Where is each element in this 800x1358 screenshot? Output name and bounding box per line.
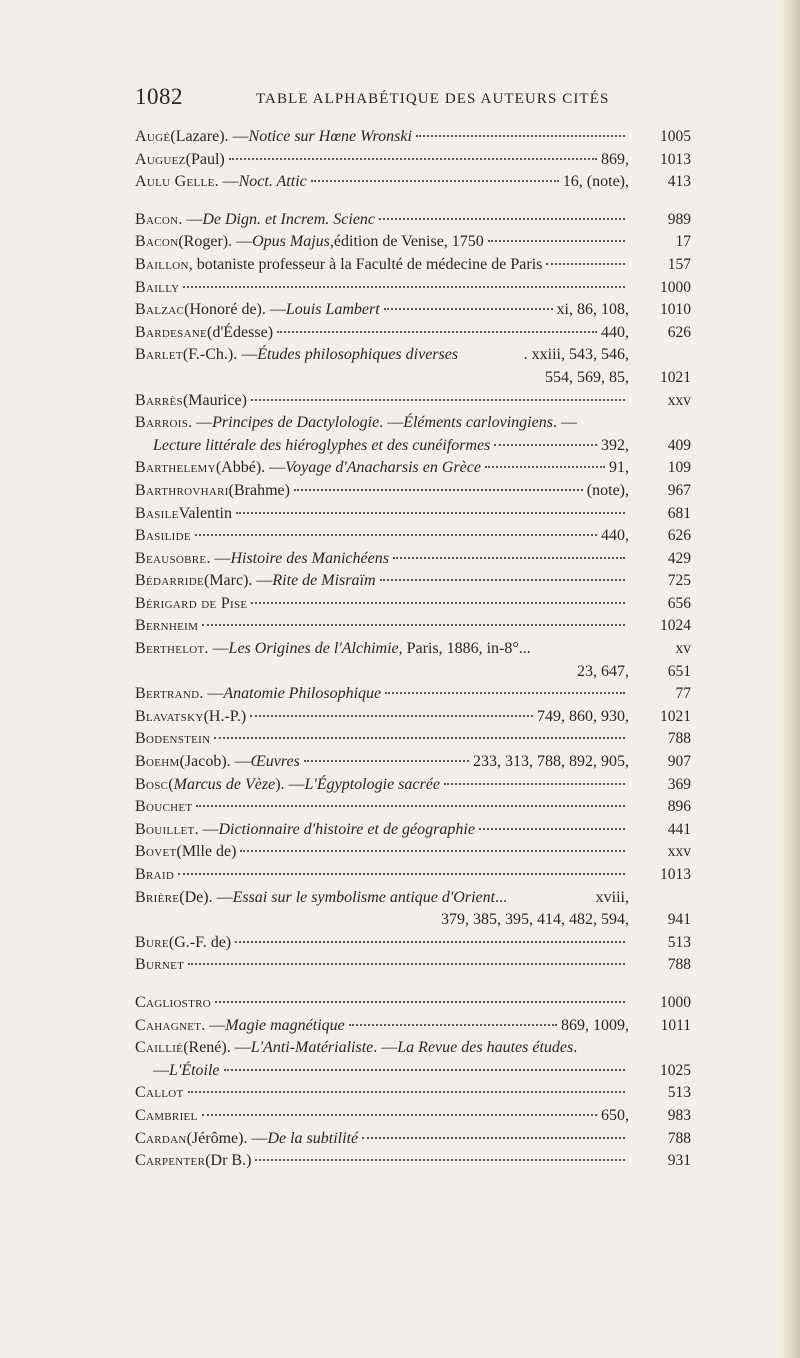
work-title: Éléments carlovingiens — [403, 414, 553, 432]
index-entry — [135, 708, 691, 731]
letter-section-gap — [135, 979, 691, 994]
dot-leader — [294, 489, 583, 491]
entry-text — [135, 956, 629, 974]
entry-refs: xi, 86, 108, — [556, 301, 629, 319]
entry-text — [135, 482, 587, 500]
dot-leader — [277, 331, 597, 333]
work-title: L'Anti-Matérialiste — [250, 1039, 374, 1057]
entry-page: 1013 — [660, 866, 691, 883]
author-name: Barthrovhari — [135, 481, 229, 499]
entry-refs: 91, — [609, 459, 629, 477]
entry-refs: 869, — [601, 150, 629, 168]
entry-page: 1000 — [660, 993, 691, 1011]
author-name: Bardesane — [135, 323, 208, 341]
entry-text — [135, 256, 629, 274]
work-title: La Revue des hautes études — [397, 1039, 574, 1057]
entry-detail: (Brahme) — [228, 481, 290, 499]
work-title: Magie magnétique — [225, 1016, 345, 1034]
index-entry — [135, 324, 691, 347]
entry-text — [135, 1107, 601, 1125]
work-title: Rite de Misraïm — [272, 572, 376, 590]
author-name: Basile — [135, 504, 179, 522]
dot-leader — [178, 873, 625, 875]
index-entry — [135, 595, 691, 618]
entry-text — [135, 708, 537, 726]
entry-text — [153, 437, 601, 455]
entry-detail: ). — — [275, 775, 305, 793]
entry-detail: . — [573, 1039, 578, 1057]
entry-page: 788 — [667, 956, 691, 974]
work-title: Opus Majus, — [252, 233, 334, 251]
index-entry — [135, 617, 691, 640]
entry-refs: . xxiii, 543, 546, — [523, 346, 629, 364]
index-entry — [135, 866, 691, 889]
dot-leader — [362, 1137, 625, 1139]
entry-text — [135, 798, 629, 816]
entry-page: 931 — [667, 1152, 691, 1170]
index-entry — [135, 346, 691, 369]
work-title: Lecture littérale des hiéroglyphes et des cunéiformes — [153, 436, 491, 454]
author-name: Augé — [135, 128, 171, 145]
author-name: Bérigard de Pise — [135, 594, 248, 612]
dot-leader — [384, 308, 553, 310]
entry-text — [135, 392, 629, 410]
author-name: Boehm — [135, 753, 180, 771]
entry-text — [135, 730, 629, 748]
entry-text — [135, 1084, 629, 1102]
entry-page: 725 — [667, 572, 691, 590]
entry-detail: . — — [204, 640, 229, 658]
entry-detail: (Roger). — — [178, 233, 253, 251]
entry-detail: (Marc). — — [203, 572, 273, 590]
dot-leader — [311, 180, 559, 182]
dot-leader — [380, 579, 626, 581]
index-entry — [135, 173, 691, 196]
entry-page: 788 — [667, 730, 691, 748]
entry-text — [135, 1130, 629, 1148]
entry-detail: Valentin — [178, 504, 232, 522]
dot-leader — [444, 783, 625, 785]
dot-leader — [385, 692, 625, 694]
author-name: Cahagnet — [135, 1016, 202, 1034]
entry-page: 109 — [667, 459, 691, 477]
dot-leader — [183, 286, 625, 288]
entry-detail: , botaniste professeur à la Faculté de médecine de Paris — [188, 255, 543, 273]
entry-page: 983 — [667, 1106, 691, 1124]
entry-page: 441 — [667, 820, 691, 838]
entry-page: 1005 — [660, 128, 691, 145]
work-title: Notice sur Hœne Wronski — [248, 128, 412, 145]
entry-page: 157 — [667, 255, 691, 273]
entry-page: 409 — [667, 436, 691, 454]
dot-leader — [251, 602, 625, 604]
entry-detail: (Paul) — [185, 150, 225, 168]
index-entry — [135, 934, 691, 957]
dot-leader — [250, 715, 533, 717]
entry-text — [135, 279, 629, 297]
entry-page: 626 — [667, 323, 691, 341]
author-name: Callot — [135, 1084, 184, 1102]
dot-leader — [188, 963, 625, 965]
entry-detail: (F.-Ch.). — — [182, 346, 258, 364]
dot-leader — [488, 240, 625, 242]
entry-refs: 16, (note), — [562, 173, 629, 191]
running-title: TABLE ALPHABÉTIQUE DES AUTEURS CITÉS — [256, 91, 610, 107]
entry-refs: (note), — [586, 481, 629, 499]
entry-page: 429 — [667, 549, 691, 567]
work-title: Louis Lambert — [285, 301, 380, 319]
index-entry — [135, 437, 691, 460]
dot-leader — [214, 737, 625, 739]
author-name: Cardan — [135, 1129, 187, 1147]
entry-page: xxv — [667, 843, 691, 861]
entry-page: 513 — [667, 1084, 691, 1102]
index-entry — [135, 128, 691, 151]
entry-page: 369 — [667, 775, 691, 793]
entry-text — [135, 595, 629, 613]
index-entry — [135, 550, 691, 573]
work-title: L'Étoile — [169, 1061, 220, 1079]
dot-leader — [215, 1001, 625, 1003]
index-entry — [135, 1107, 691, 1130]
work-title: Noct. Attic — [238, 173, 307, 191]
entry-detail: (d'Édesse) — [207, 323, 274, 341]
entry-detail: (Honoré de). — — [184, 301, 286, 319]
dot-leader — [235, 941, 625, 943]
entry-text — [135, 934, 629, 952]
entry-detail: (De). — — [179, 888, 233, 906]
entry-detail: , Paris, 1886, in-8°... — [398, 640, 531, 658]
entry-detail: (René). — — [183, 1039, 251, 1057]
entry-text — [135, 1039, 629, 1057]
entry-text — [135, 527, 601, 545]
entry-text — [135, 459, 609, 477]
entry-page: xv — [675, 640, 691, 658]
index-entry — [135, 392, 691, 415]
entry-detail: édition de Venise, 1750 — [333, 233, 484, 251]
author-name: Braid — [135, 866, 175, 883]
dot-leader — [188, 1091, 625, 1093]
author-name: Bodenstein — [135, 730, 211, 748]
index-entry — [135, 1039, 691, 1062]
author-name: Bertrand — [135, 685, 200, 703]
dot-leader — [349, 1024, 557, 1026]
dot-leader — [255, 1159, 625, 1161]
author-name: Brière — [135, 888, 180, 906]
index-entry — [135, 1062, 691, 1085]
entry-page: 896 — [667, 798, 691, 816]
entry-text — [135, 505, 629, 523]
entry-refs: xviii, — [595, 888, 629, 906]
author-name: Caillié — [135, 1039, 184, 1057]
entry-text — [135, 173, 563, 191]
entry-text — [135, 233, 629, 251]
entry-text — [135, 821, 629, 839]
entry-text — [135, 151, 601, 169]
index-entry — [135, 256, 691, 279]
entry-text — [135, 572, 629, 590]
index-entry — [135, 798, 691, 821]
entry-refs: 749, 860, 930, — [537, 707, 629, 725]
entry-text — [153, 1062, 629, 1080]
index-entry — [135, 414, 691, 437]
index-entry — [135, 1152, 691, 1175]
entry-detail: (Jacob). — — [179, 753, 251, 771]
author-name: Carpenter — [135, 1152, 206, 1170]
index-entry — [135, 301, 691, 324]
index-entry — [135, 233, 691, 256]
dot-leader — [224, 1069, 625, 1071]
dot-leader — [202, 624, 625, 626]
letter-section-gap — [135, 196, 691, 211]
index-entry — [135, 279, 691, 302]
index-entry — [135, 776, 691, 799]
index-entry — [135, 505, 691, 528]
dot-leader — [229, 158, 597, 160]
entry-text — [135, 685, 629, 703]
dot-leader — [251, 399, 625, 401]
entry-detail: — — [153, 1061, 169, 1079]
work-title: Principes de Dactylologie — [212, 414, 380, 432]
dot-leader — [479, 828, 625, 830]
index-entry — [135, 640, 691, 663]
author-name: Berthelot — [135, 640, 205, 658]
entry-page: 1025 — [660, 1061, 691, 1079]
author-name: Bosc — [135, 775, 169, 793]
author-name: Burnet — [135, 956, 185, 974]
page-edge-shadow — [778, 0, 800, 1358]
entry-continuation — [135, 369, 691, 392]
entry-page: 1011 — [660, 1016, 691, 1034]
dot-leader — [196, 805, 625, 807]
index-entry — [135, 730, 691, 753]
index-entry — [135, 753, 691, 776]
entry-page: 626 — [667, 527, 691, 545]
entry-page: xxv — [667, 391, 691, 409]
entry-detail: (G.-F. de) — [168, 933, 232, 951]
entry-page: 681 — [667, 504, 691, 522]
entry-page: 788 — [667, 1129, 691, 1147]
index-entry — [135, 1017, 691, 1040]
entry-page: 1010 — [660, 301, 691, 319]
entry-text — [135, 617, 629, 635]
entry-text — [135, 301, 557, 319]
entry-detail: (Abbé). — — [215, 459, 286, 477]
work-title: Marcus de Vèze — [173, 775, 276, 793]
author-name: Blavatsky — [135, 707, 204, 725]
entry-text — [135, 753, 473, 771]
author-name: Barthelemy — [135, 459, 216, 477]
entry-refs: 869, 1009, — [561, 1016, 629, 1034]
dot-leader — [416, 135, 625, 137]
entry-page: 651 — [667, 662, 691, 680]
entry-page: 989 — [667, 210, 691, 228]
index-entry — [135, 843, 691, 866]
entry-page: 77 — [675, 685, 691, 703]
work-title: Anatomie Philosophique — [223, 685, 382, 703]
entry-text — [135, 866, 629, 884]
dot-leader — [494, 444, 597, 446]
index-entry — [135, 151, 691, 174]
entry-page: 17 — [675, 233, 691, 251]
entry-detail: (Mlle de) — [176, 843, 237, 861]
work-title: Dictionnaire d'histoire et de géographie — [218, 820, 475, 838]
entry-page: 1021 — [660, 707, 691, 725]
dot-leader — [202, 1114, 597, 1116]
entry-refs: 440, — [601, 323, 629, 341]
entry-refs: 554, 569, 85, — [545, 368, 629, 386]
author-name: Bédarride — [135, 572, 204, 590]
entry-detail: (H.-P.) — [203, 707, 247, 725]
index-entry — [135, 821, 691, 844]
entry-detail: (Jérôme). — — [186, 1129, 268, 1147]
entry-detail: . — — [379, 414, 404, 432]
entry-refs: 440, — [601, 527, 629, 545]
entry-page: 656 — [667, 594, 691, 612]
entry-detail: . — — [214, 173, 239, 191]
entry-page: 1021 — [660, 368, 691, 386]
index-entry — [135, 527, 691, 550]
entry-text — [135, 414, 629, 432]
author-name: Bouchet — [135, 798, 193, 816]
index-entry — [135, 956, 691, 979]
entry-detail: . — — [373, 1039, 398, 1057]
dot-leader — [195, 534, 597, 536]
index-entry — [135, 1084, 691, 1107]
entry-page: 941 — [667, 911, 691, 929]
entry-continuation — [135, 911, 691, 934]
index-entry — [135, 1130, 691, 1153]
entry-detail: (Maurice) — [182, 391, 247, 409]
work-title: L'Égyptologie sacrée — [304, 775, 440, 793]
author-name: Bacon — [135, 233, 179, 251]
index-entry — [135, 685, 691, 708]
entry-refs: 392, — [601, 436, 629, 454]
index-entry — [135, 459, 691, 482]
entry-page: 1013 — [660, 150, 691, 168]
entry-detail: . — — [552, 414, 577, 432]
dot-leader — [236, 512, 625, 514]
author-name: Baillon — [135, 255, 189, 273]
author-name: Bovet — [135, 843, 177, 861]
dot-leader — [546, 263, 625, 265]
index-entry — [135, 994, 691, 1017]
entry-continuation — [135, 663, 691, 686]
work-title: Histoire des Manichéens — [230, 549, 389, 567]
author-name: Bure — [135, 933, 169, 951]
author-name: Bouillet — [135, 820, 195, 838]
work-title: Œuvres — [250, 753, 300, 771]
entry-text — [135, 843, 629, 861]
author-name: Barrois — [135, 414, 189, 432]
entry-text — [135, 211, 629, 229]
author-name: Cambriel — [135, 1106, 198, 1124]
dot-leader — [393, 557, 625, 559]
entry-page: 513 — [667, 933, 691, 951]
dot-leader — [240, 850, 625, 852]
author-name: Barlet — [135, 346, 183, 364]
work-title: Études philosophiques diverses — [257, 346, 459, 364]
entry-detail: (Dr B.) — [205, 1152, 252, 1170]
entry-refs: 650, — [601, 1106, 629, 1124]
dot-leader — [485, 466, 605, 468]
author-name: Auguez — [135, 150, 186, 168]
entry-text — [135, 1017, 561, 1035]
author-name: Cagliostro — [135, 993, 212, 1011]
entry-detail: ... — [495, 888, 508, 906]
work-title: Les Origines de l'Alchimie — [228, 640, 399, 658]
entry-page: 967 — [667, 481, 691, 499]
author-name: Beausobre — [135, 549, 207, 567]
entry-refs: 233, 313, 788, 892, 905, — [473, 753, 629, 771]
entry-refs: 23, 647, — [577, 662, 629, 680]
work-title: Essai sur le symbolisme antique d'Orient — [232, 888, 496, 906]
entry-text — [135, 776, 629, 794]
author-name: Aulu Gelle — [135, 173, 215, 191]
entry-text — [135, 889, 596, 907]
entry-text — [135, 550, 629, 568]
work-title: De la subtilité — [267, 1129, 359, 1147]
entry-detail: . — — [206, 549, 231, 567]
work-title: De Dign. et Increm. Scienc — [202, 210, 376, 228]
entry-text — [135, 128, 629, 146]
page-header — [135, 84, 680, 114]
entry-detail: . — — [178, 210, 203, 228]
entry-detail: . — — [188, 414, 213, 432]
author-index-list — [135, 128, 691, 1175]
author-name: Barrès — [135, 391, 183, 409]
entry-detail: . — — [199, 685, 224, 703]
work-title: Voyage d'Anacharsis en Grèce — [285, 459, 481, 477]
entry-text — [135, 640, 629, 658]
page-number: 1082 — [135, 84, 183, 109]
entry-text — [135, 1152, 629, 1170]
dot-leader — [379, 218, 625, 220]
entry-detail: ( — [168, 775, 174, 793]
index-entry — [135, 482, 691, 505]
author-name: Basilide — [135, 527, 191, 545]
author-name: Bailly — [135, 278, 180, 296]
entry-page: 413 — [667, 173, 691, 191]
index-entry — [135, 572, 691, 595]
author-name: Bacon — [135, 210, 179, 228]
index-entry — [135, 211, 691, 234]
entry-page: 907 — [667, 753, 691, 771]
entry-detail: . — — [194, 820, 219, 838]
entry-text — [135, 324, 601, 342]
author-name: Balzac — [135, 301, 185, 319]
entry-text — [135, 994, 629, 1012]
author-name: Bernheim — [135, 617, 199, 635]
index-entry — [135, 889, 691, 912]
entry-refs: 379, 385, 395, 414, 482, 594, — [441, 911, 629, 929]
entry-text — [135, 346, 524, 364]
entry-page: 1024 — [660, 617, 691, 635]
entry-page: 1000 — [660, 278, 691, 296]
entry-detail: (Lazare). — — [170, 128, 249, 145]
entry-detail: . — — [201, 1016, 226, 1034]
dot-leader — [304, 760, 469, 762]
